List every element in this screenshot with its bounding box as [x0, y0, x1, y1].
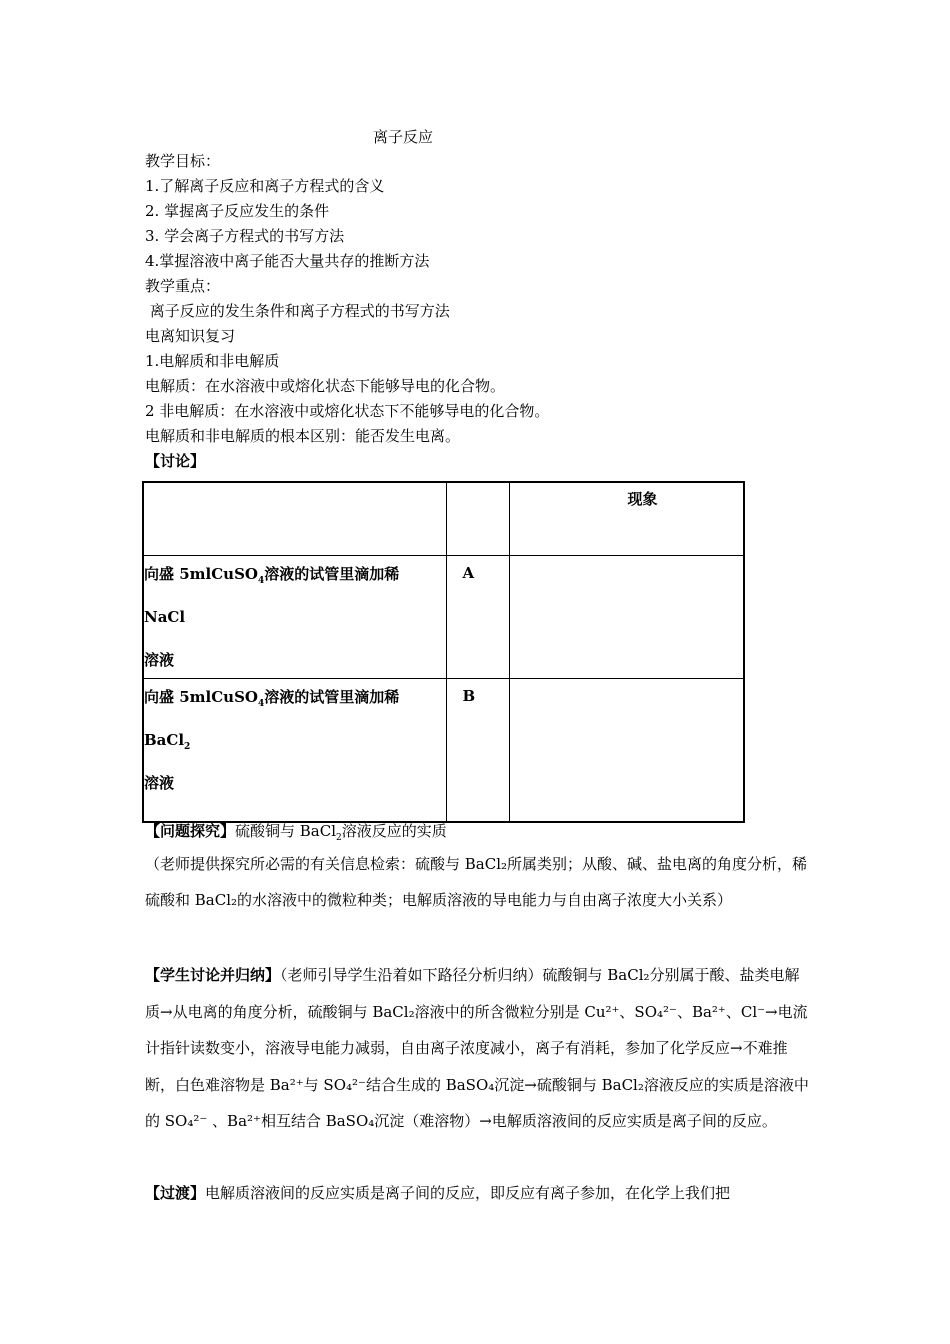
- table-cell: [446, 482, 509, 555]
- discussion-heading: 【讨论】: [145, 452, 206, 470]
- table-row: [143, 555, 744, 678]
- student-text: （老师引导学生沿着如下路径分析归纳）硫酸铜与 BaCl₂分别属于酸、盐类电解质→从电离的角度分析，硫酸铜与 BaCl₂溶液中的所含微粒分别是 Cu²⁺、SO₄²⁻、Ba²⁺、Cl⁻→电流计指针读数变小，溶液导电能力减弱，自由离子浓度减小，离子有消耗，参加了化学反应→不难推断，白色难溶物是 Ba²⁺与 SO₄²⁻结合生成的 BaSO₄沉淀→硫酸铜与 BaCl₂溶液反应的实质是溶液中的 SO₄²⁻ 、Ba²⁺相互结合 BaSO₄沉淀（难溶物）→电解质溶液间的反应实质是离子间的反应。: [145, 966, 809, 1130]
- objective-item: 2. 掌握离子反应发生的条件: [145, 202, 330, 220]
- review-item: 电解质和非电解质的根本区别：能否发生电离。: [145, 427, 461, 445]
- key-point: 离子反应的发生条件和离子方程式的书写方法: [145, 302, 450, 320]
- inquiry-note: （老师提供探究所必需的有关信息检索：硫酸与 BaCl₂所属类别；从酸、碱、盐电离的角度分析，稀硫酸和 BaCl₂的水溶液中的微粒种类；电解质溶液的导电能力与自由离子浓度大小关系）: [145, 855, 808, 909]
- transition-label: 【过渡】: [145, 1184, 206, 1202]
- table-header-row: [143, 482, 744, 555]
- phenomenon-cell: [509, 555, 744, 678]
- review-heading: 电离知识复习: [145, 327, 236, 345]
- experiment-mark: B: [446, 678, 509, 822]
- experiment-description: 向盛 5mlCuSO$_4$溶液的试管里滴加稀 BaCl$_2$ 溶液: [143, 678, 446, 822]
- review-item: 电解质：在水溶液中或熔化状态下能够导电的化合物。: [145, 377, 506, 395]
- inquiry-label: 【问题探究】: [145, 822, 236, 840]
- review-item: 2 非电解质：在水溶液中或熔化状态下不能够导电的化合物。: [145, 402, 550, 420]
- student-label: 【学生讨论并归纳】: [145, 966, 281, 984]
- key-heading: 教学重点：: [145, 277, 221, 295]
- table-row: [143, 678, 744, 822]
- inquiry-text: 硫酸铜与 BaCl: [235, 822, 337, 840]
- experiment-description: 向盛 5mlCuSO$_4$溶液的试管里滴加稀 NaCl 溶液: [143, 555, 446, 678]
- table-cell: [143, 482, 446, 555]
- objectives-heading: 教学目标：: [145, 152, 221, 170]
- experiment-mark: A: [446, 555, 509, 678]
- transition-paragraph: [145, 1176, 813, 1211]
- objective-item: 3. 学会离子方程式的书写方法: [145, 227, 345, 245]
- transition-text: 电解质溶液间的反应实质是离子间的反应，即反应有离子参加，在化学上我们把: [205, 1184, 731, 1202]
- review-item: 1.电解质和非电解质: [145, 352, 280, 370]
- objective-item: 1.了解离子反应和离子方程式的含义: [145, 177, 385, 195]
- phenomenon-cell: [509, 678, 744, 822]
- inquiry-line: 【问题探究】硫酸铜与 BaCl$_2$溶液反应的实质: [145, 822, 447, 843]
- page-title: 离子反应: [372, 128, 433, 146]
- objective-item: 4.掌握溶液中离子能否大量共存的推断方法: [145, 252, 430, 270]
- student-paragraph: [145, 957, 813, 1140]
- phenomenon-header: 现象: [509, 482, 744, 555]
- discussion-table: [142, 481, 745, 823]
